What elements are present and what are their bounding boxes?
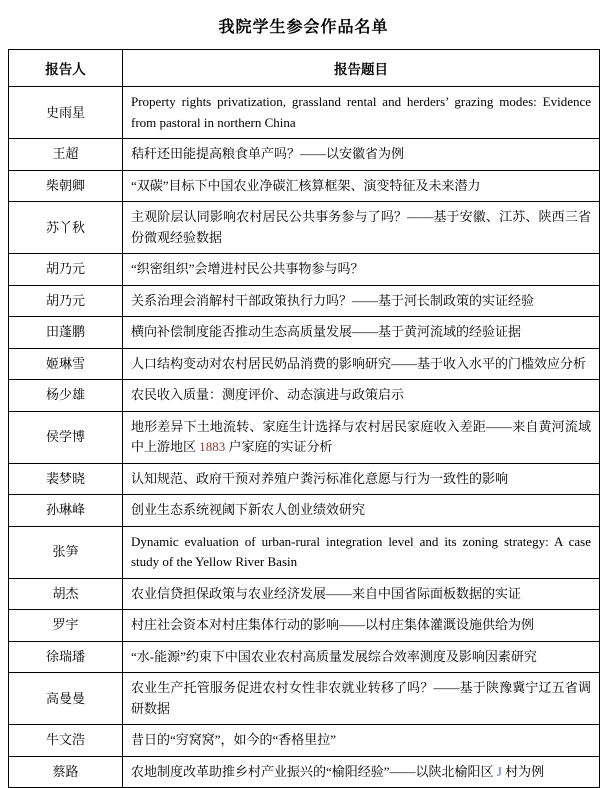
topic-text: 农地制度改革助推乡村产业振兴的“榆阳经验”——以陕北榆阳区 (131, 763, 497, 779)
table-row (9, 725, 600, 757)
topic-cell (123, 254, 600, 286)
reporter-cell: 杨少雄 (9, 380, 123, 412)
reporter-cell: 史雨星 (9, 87, 123, 139)
table-body (9, 87, 600, 788)
reporter-cell: 罗宇 (9, 610, 123, 642)
topic-text: 地形差异下土地流转、家庭生计选择与农村居民家庭收入差距——来自黄河流域中上游地区 (131, 418, 591, 454)
reporter-cell: 张笋 (9, 526, 123, 578)
topic-text: “水-能源”约束下中国农业农村高质量发展综合效率测度及影响因素研究 (131, 648, 537, 664)
table-row (9, 495, 600, 527)
reporter-cell: 苏丫秋 (9, 202, 123, 254)
topic-cell (123, 463, 600, 495)
topic-text: 村为例 (501, 763, 545, 779)
topic-cell (123, 380, 600, 412)
topic-cell (123, 610, 600, 642)
papers-table (8, 49, 600, 788)
reporter-cell: 田蓬鹏 (9, 317, 123, 349)
reporter-cell: 侯学博 (9, 411, 123, 463)
topic-cell (123, 641, 600, 673)
topic-text: 村庄社会资本对村庄集体行动的影响——以村庄集体灌溉设施供给为例 (131, 617, 535, 632)
table-row (9, 526, 600, 578)
topic-text: “织密组织”会增进村民公共事物参与吗？ (131, 261, 364, 276)
reporter-cell: 裴梦晓 (9, 463, 123, 495)
topic-text: 关系治理会消解村干部政策执行力吗？——基于河长制政策的实证经验 (131, 292, 535, 308)
table-row (9, 170, 600, 202)
topic-text: 创业生态系统视阈下新农人创业绩效研究 (131, 502, 366, 517)
topic-cell (123, 285, 600, 317)
reporter-cell: 胡乃元 (9, 285, 123, 317)
topic-text: 农业信贷担保政策与农业经济发展——来自中国省际面板数据的实证 (131, 585, 522, 601)
table-row (9, 317, 600, 349)
topic-text: 人口结构变动对农村居民奶品消费的影响研究——基于收入水平的门槛效应分析 (131, 355, 587, 371)
page-title: 我院学生参会作品名单 (218, 19, 389, 36)
topic-text: 昔日的“穷窝窝”，如今的“香格里拉” (131, 732, 337, 747)
topic-cell (123, 317, 600, 349)
topic-text: 主观阶层认同影响农村居民公共事务参与了吗？——基于安徽、江苏、陕西三省份微观经验数据 (131, 209, 591, 245)
topic-text: 农业生产托管服务促进农村女性非农就业转移了吗？——基于陕豫冀宁辽五省调研数据 (131, 680, 591, 716)
table-row (9, 285, 600, 317)
reporter-cell: 胡乃元 (9, 254, 123, 286)
reporter-cell: 孙琳峰 (9, 495, 123, 527)
reporter-cell: 高曼曼 (9, 673, 123, 725)
reporter-cell: 胡杰 (9, 578, 123, 610)
topic-text: 秸秆还田能提高粮食单产吗？——以安徽省为例 (131, 146, 405, 161)
topic-text: Property rights privatization, grassland rental and herders’ grazing modes: Evidence from pastoral in northern China (131, 94, 591, 130)
reporter-cell: 姬琳雪 (9, 348, 123, 380)
table-row (9, 578, 600, 610)
topic-cell (123, 526, 600, 578)
table-row (9, 610, 600, 642)
topic-text: Dynamic evaluation of urban-rural integration level and its zoning strategy: A case study of the Yellow River Basin (131, 533, 591, 569)
highlighted-text: J (496, 763, 502, 779)
table-row (9, 254, 600, 286)
topic-cell (123, 170, 600, 202)
reporter-cell: 王超 (9, 139, 123, 171)
table-row (9, 756, 600, 788)
table-row (9, 380, 600, 412)
topic-cell (123, 578, 600, 610)
highlighted-text: 1883 (199, 439, 226, 454)
reporter-cell: 蔡路 (9, 756, 123, 788)
topic-cell (123, 348, 600, 380)
table-row (9, 463, 600, 495)
topic-text: 农民收入质量：测度评价、动态演进与政策启示 (131, 387, 405, 402)
table-row (9, 673, 600, 725)
header-topic: 报告题目 (123, 50, 600, 87)
topic-cell (123, 725, 600, 757)
table-row (9, 139, 600, 171)
topic-text: 户家庭的实证分析 (225, 439, 333, 454)
table-row (9, 411, 600, 463)
topic-cell (123, 411, 600, 463)
reporter-cell: 柴朝卿 (9, 170, 123, 202)
table-row (9, 641, 600, 673)
header-reporter: 报告人 (9, 50, 123, 87)
table-row (9, 348, 600, 380)
reporter-cell: 徐瑞璠 (9, 641, 123, 673)
reporter-cell: 牛文浩 (9, 725, 123, 757)
topic-cell (123, 87, 600, 139)
topic-cell (123, 139, 600, 171)
topic-cell (123, 756, 600, 788)
header-row (9, 50, 600, 87)
table-row (9, 87, 600, 139)
topic-cell (123, 202, 600, 254)
topic-text: 横向补偿制度能否推动生态高质量发展——基于黄河流域的经验证据 (131, 324, 522, 339)
topic-cell (123, 673, 600, 725)
topic-cell (123, 495, 600, 527)
topic-text: “双碳”目标下中国农业净碳汇核算框架、演变特征及未来潜力 (131, 177, 481, 193)
topic-text: 认知规范、政府干预对养殖户粪污标准化意愿与行为一致性的影响 (131, 470, 509, 486)
table-row (9, 202, 600, 254)
